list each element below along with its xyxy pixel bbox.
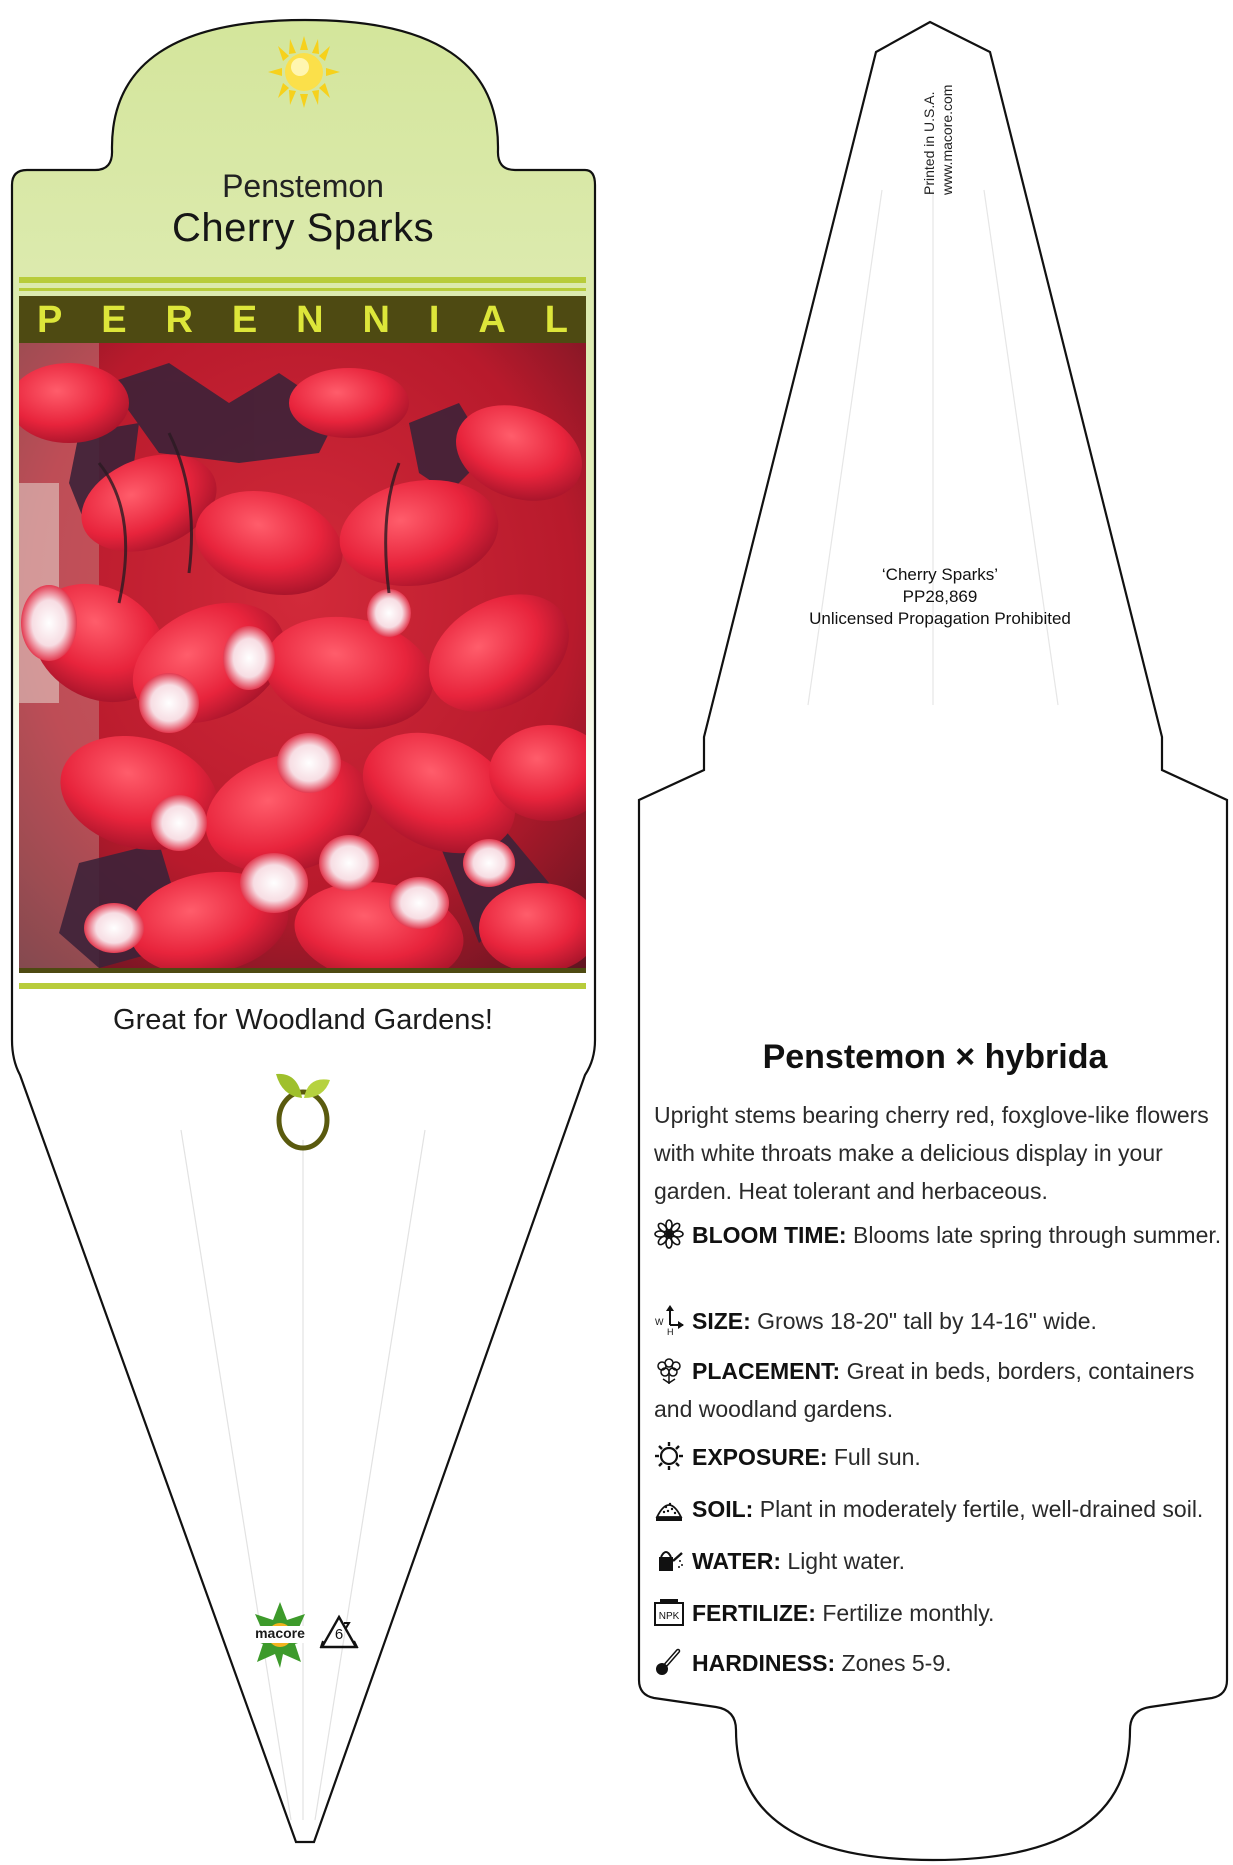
size-icon-h: H bbox=[667, 1327, 674, 1335]
spec-label: SOIL: bbox=[692, 1496, 754, 1522]
patent-notice: Unlicensed Propagation Prohibited bbox=[809, 609, 1071, 628]
tagline: Great for Woodland Gardens! bbox=[113, 1004, 493, 1036]
category-letter: P bbox=[37, 299, 63, 341]
spec-soil bbox=[654, 1490, 1224, 1528]
npk-icon bbox=[654, 1597, 684, 1627]
spec-fertilize bbox=[654, 1594, 1224, 1632]
spec-hardiness bbox=[654, 1644, 1224, 1682]
spec-text: Blooms late spring through summer. bbox=[852, 1222, 1222, 1248]
category-letter: N bbox=[296, 299, 324, 341]
spec-label: SIZE: bbox=[692, 1308, 751, 1334]
recycle-code: 6 bbox=[334, 1626, 344, 1643]
sun-outline-icon bbox=[654, 1441, 684, 1471]
spec-text: Full sun. bbox=[833, 1444, 921, 1470]
macore-logo-text: macore bbox=[255, 1625, 305, 1641]
watering-can-icon bbox=[654, 1545, 684, 1575]
plant-genus: Penstemon bbox=[222, 168, 384, 204]
spec-label: BLOOM TIME: bbox=[692, 1222, 847, 1248]
size-icon-w: W bbox=[655, 1317, 664, 1327]
spec-exposure bbox=[654, 1438, 1224, 1476]
botanical-name: Penstemon × hybrida bbox=[762, 1038, 1108, 1076]
spec-text: Plant in moderately fertile, well-drained soil. bbox=[759, 1496, 1204, 1522]
spec-label: EXPOSURE: bbox=[692, 1444, 828, 1470]
flower-icon bbox=[654, 1219, 684, 1249]
patent-cultivar: ‘Cherry Sparks’ bbox=[881, 565, 999, 584]
spec-label: HARDINESS: bbox=[692, 1650, 836, 1676]
spec-text: Light water. bbox=[787, 1548, 906, 1574]
category-letter: R bbox=[165, 299, 193, 341]
printed-in-text: Printed in U.S.A. bbox=[921, 91, 937, 195]
category-letter: A bbox=[478, 299, 506, 341]
spec-bloom-time bbox=[654, 1216, 1224, 1254]
spec-text: Zones 5-9. bbox=[841, 1650, 952, 1676]
sun-icon bbox=[262, 36, 346, 108]
spec-label: WATER: bbox=[692, 1548, 782, 1574]
spec-placement bbox=[654, 1352, 1224, 1428]
patent-info bbox=[740, 564, 1140, 630]
category-letter: L bbox=[544, 299, 568, 341]
spec-size bbox=[654, 1302, 1224, 1340]
category-label bbox=[19, 298, 586, 343]
patent-number: PP28,869 bbox=[902, 587, 978, 606]
spec-water bbox=[654, 1542, 1224, 1580]
soil-icon bbox=[654, 1493, 684, 1523]
category-letter: N bbox=[362, 299, 390, 341]
back-tag bbox=[639, 22, 1227, 1860]
spec-text: Grows 18-20" tall by 14-16" wide. bbox=[757, 1308, 1097, 1334]
plant-description: Upright stems bearing cherry red, foxglove-like flowers with white throats make a delicious display in your garden. Heat tolerant and herbaceous. bbox=[654, 1102, 1209, 1204]
category-letter: E bbox=[101, 299, 127, 341]
thermometer-icon bbox=[654, 1647, 684, 1677]
spec-text: Fertilize monthly. bbox=[822, 1600, 995, 1626]
category-letter: I bbox=[428, 299, 440, 341]
spec-label: PLACEMENT: bbox=[692, 1358, 841, 1384]
flower-photo bbox=[19, 343, 586, 968]
website-text: www.macore.com bbox=[939, 84, 955, 195]
spec-label: FERTILIZE: bbox=[692, 1600, 816, 1626]
plant-cultivar: Cherry Sparks bbox=[171, 206, 435, 250]
spec-text: Great in beds, borders, containers and woodland gardens. bbox=[654, 1358, 1195, 1422]
size-icon bbox=[654, 1305, 684, 1335]
placement-icon bbox=[654, 1355, 684, 1385]
npk-icon-text: NPK bbox=[658, 1611, 680, 1622]
sprout-icon bbox=[268, 1068, 338, 1152]
category-letter: E bbox=[231, 299, 258, 341]
